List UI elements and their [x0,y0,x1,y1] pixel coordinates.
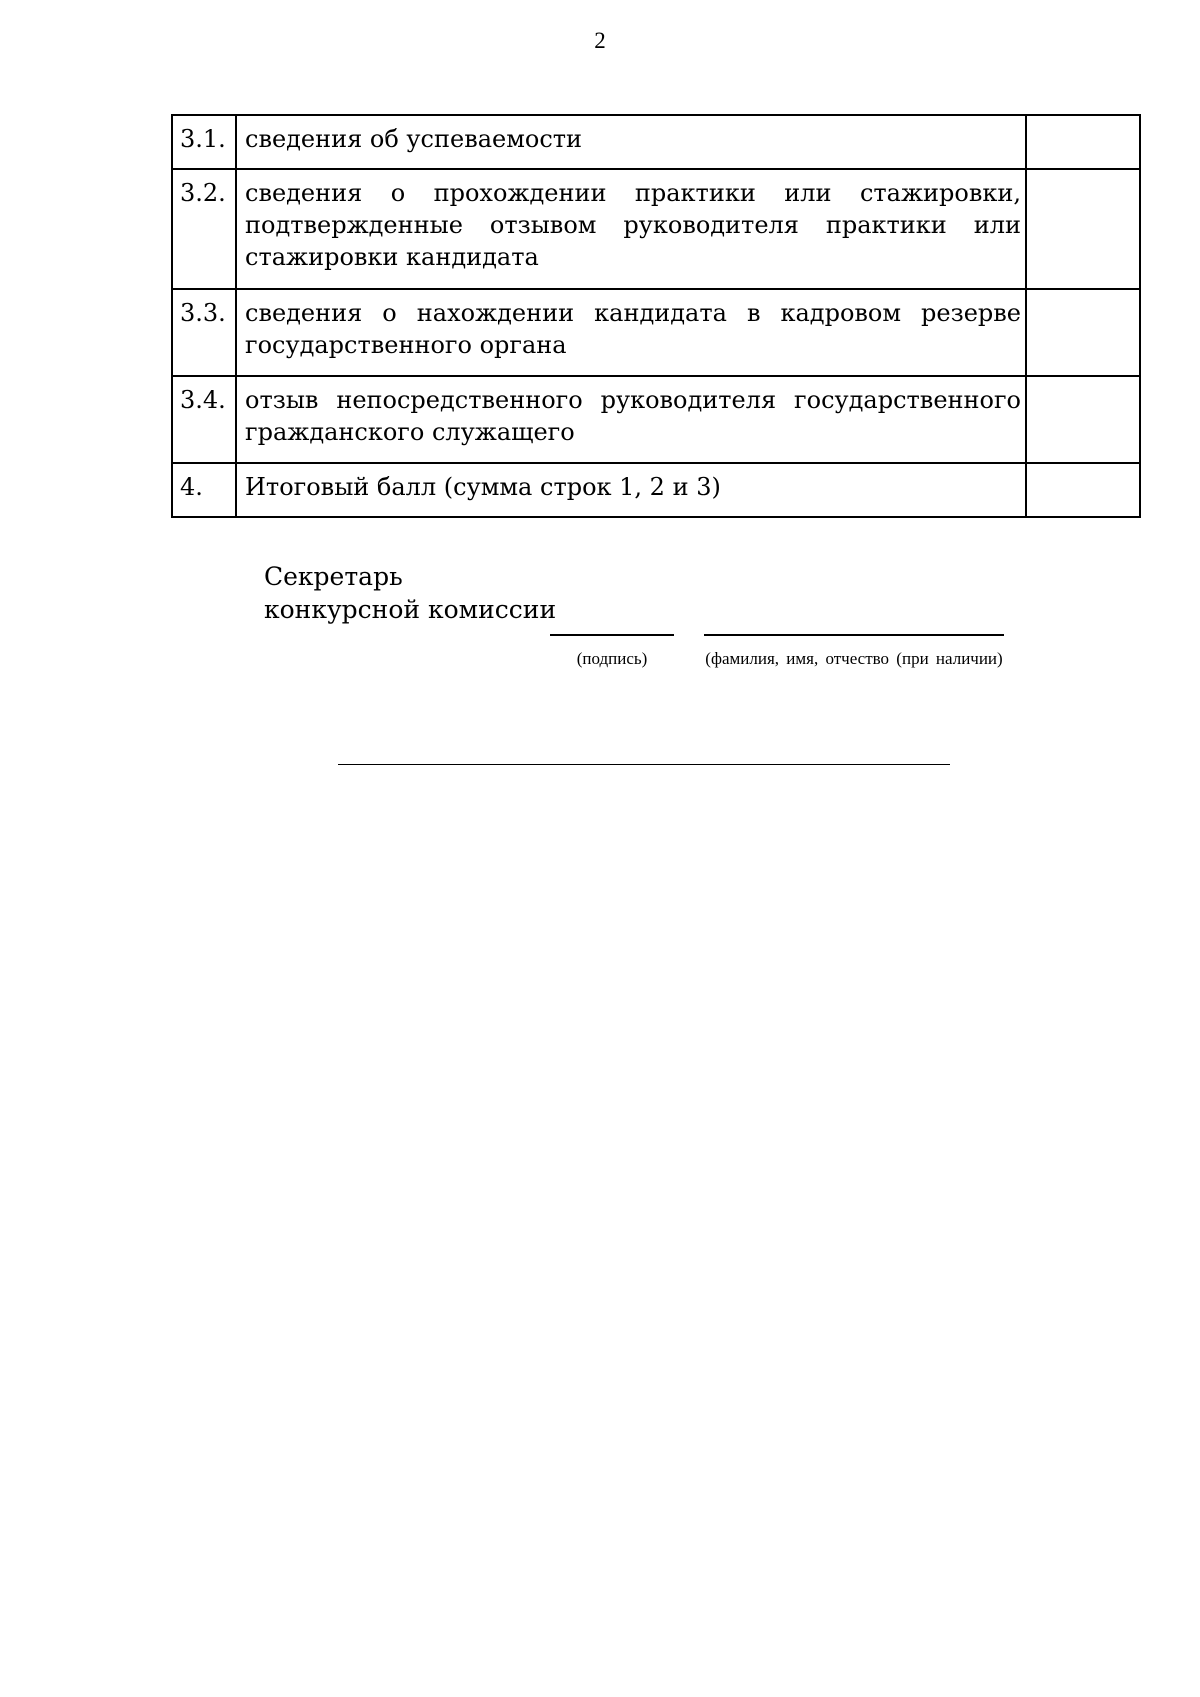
row-number: 3.4. [172,376,236,463]
page-number: 2 [594,28,606,53]
score-table [171,114,1141,518]
score-cell [1026,115,1140,169]
score-cell [1026,376,1140,463]
full-name-line [704,634,1004,636]
row-description: сведения о прохождении практики или стажировки, подтвержденные отзывом руководителя практики или стажировки кандидата [236,169,1026,289]
row-number: 4. [172,463,236,517]
table-row [172,115,1140,169]
row-description: сведения о нахождении кандидата в кадровом резерве государственного органа [236,289,1026,376]
table-row [172,169,1140,289]
row-number: 3.1. [172,115,236,169]
row-number: 3.3. [172,289,236,376]
row-description: отзыв непосредственного руководителя государственного гражданского служащего [236,376,1026,463]
score-cell [1026,169,1140,289]
document-end-line [338,764,950,765]
table-row [172,376,1140,463]
full-name-caption: (фамилия, имя, отчество (при наличии) [705,649,1003,668]
score-cell [1026,289,1140,376]
table-row-total [172,463,1140,517]
signature-caption: (подпись) [576,649,648,668]
signature-line [550,634,674,636]
total-score-cell [1026,463,1140,517]
secretary-label: Секретарь конкурсной комиссии [264,562,557,624]
row-number: 3.2. [172,169,236,289]
total-score-label: Итоговый балл (сумма строк 1, 2 и 3) [236,463,1026,517]
row-description: сведения об успеваемости [236,115,1026,169]
table-row [172,289,1140,376]
